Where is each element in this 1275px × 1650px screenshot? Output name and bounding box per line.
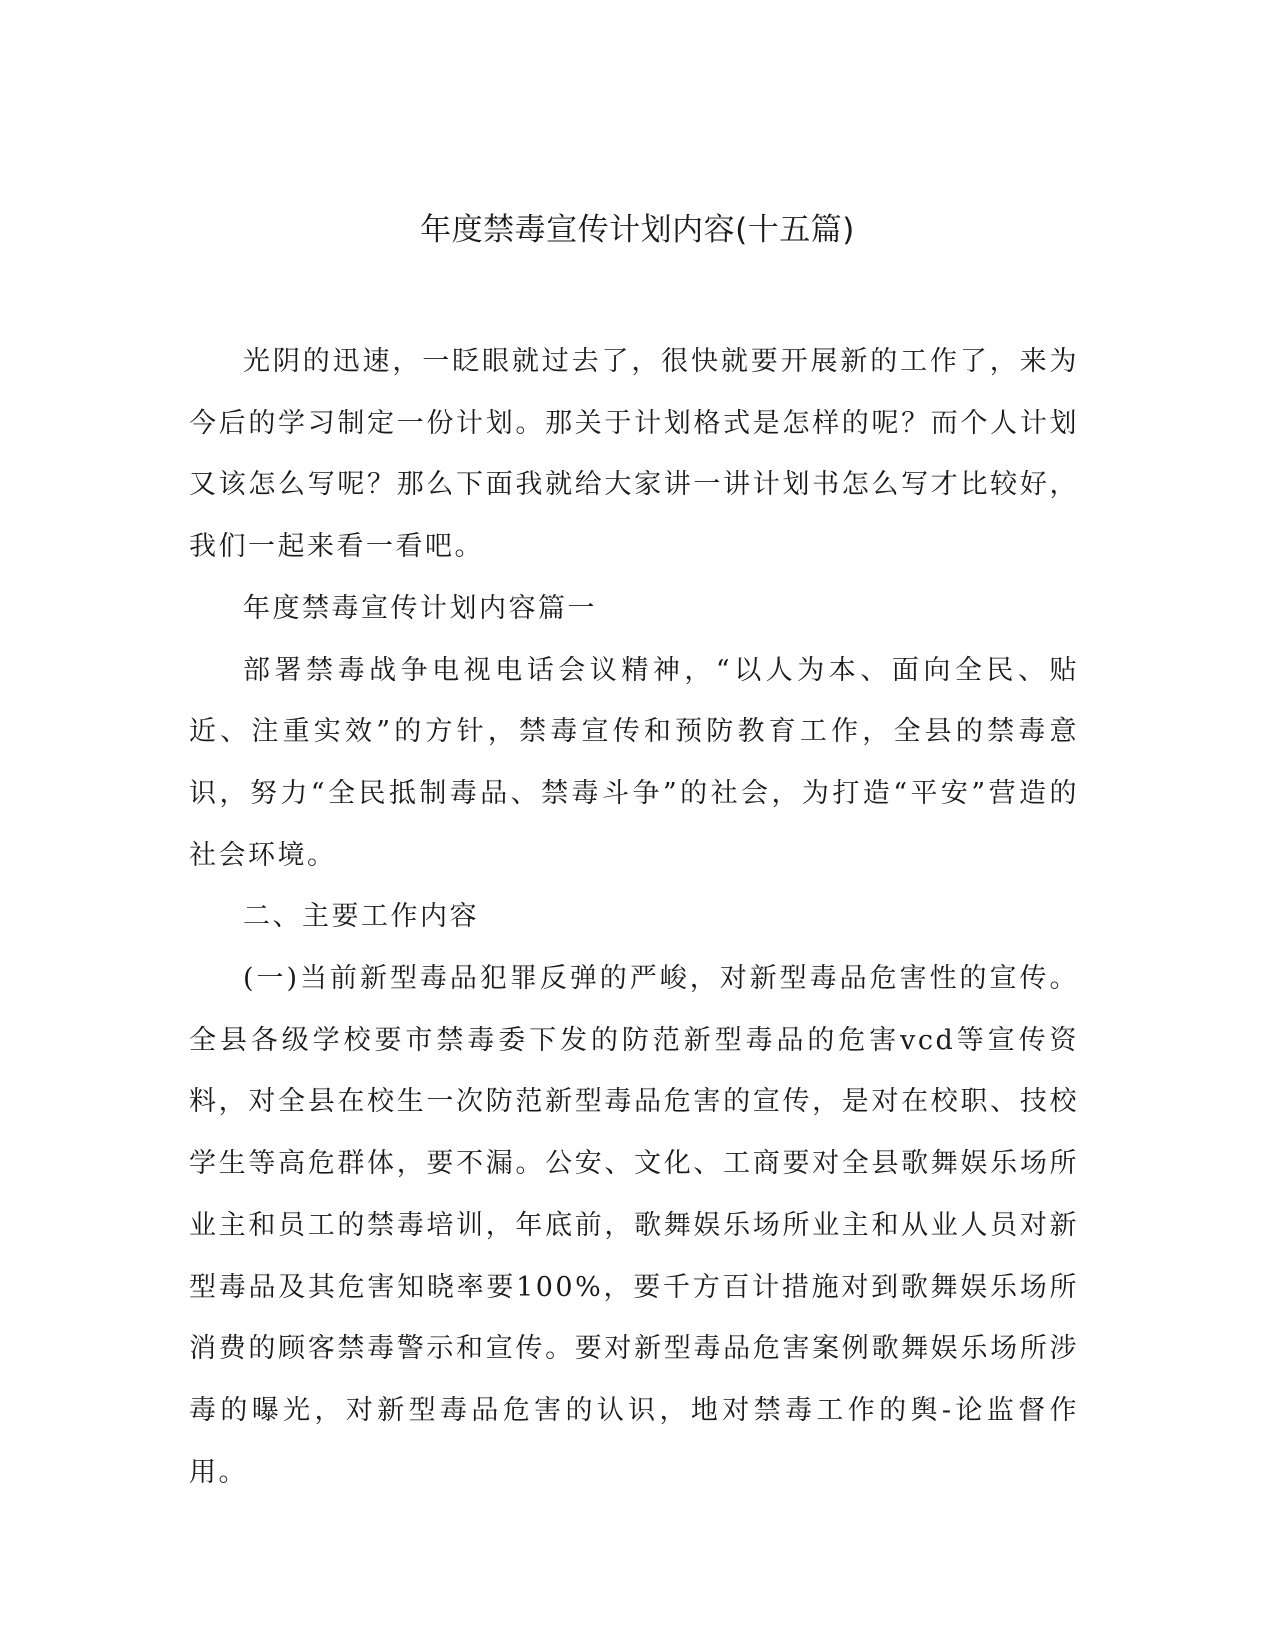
paragraph-section-heading: 年度禁毒宣传计划内容篇一 <box>243 592 597 624</box>
document-title: 年度禁毒宣传计划内容(十五篇) <box>420 212 855 248</box>
paragraph-intro: 光阴的迅速，一眨眼就过去了，很快就要开展新的工作了，来为今后的学习制定一份计划。那关于计划格式是怎样的呢？而个人计划又该怎么写呢？那么下面我就给大家讲一讲计划书怎么写才比较好，我们一起来看一看吧。 <box>189 346 1079 563</box>
document-body <box>189 331 1079 1503</box>
paragraph-main-work-heading: 二、主要工作内容 <box>243 901 479 933</box>
paragraph-guidelines: 部署禁毒战争电视电话会议精神，“以人为本、面向全民、贴近、注重实效”的方针，禁毒宣传和预防教育工作，全县的禁毒意识，努力“全民抵制毒品、禁毒斗争”的社会，为打造“平安”营造的社会环境。 <box>189 654 1079 871</box>
paragraph-work-item-one: (一)当前新型毒品犯罪反弹的严峻，对新型毒品危害性的宣传。全县各级学校要市禁毒委下发的防范新型毒品的危害vcd等宣传资料，对全县在校生一次防范新型毒品危害的宣传，是对在校职、技校学生等高危群体，要不漏。公安、文化、工商要对全县歌舞娱乐场所业主和员工的禁毒培训，年底前，歌舞娱乐场所业主和从业人员对新型毒品及其危害知晓率要100%，要千方百计措施对到歌舞娱乐场所消费的顾客禁毒警示和宣传。要对新型毒品危害案例歌舞娱乐场所涉毒的曝光，对新型毒品危害的认识，地对禁毒工作的舆-论监督作用。 <box>189 963 1079 1488</box>
